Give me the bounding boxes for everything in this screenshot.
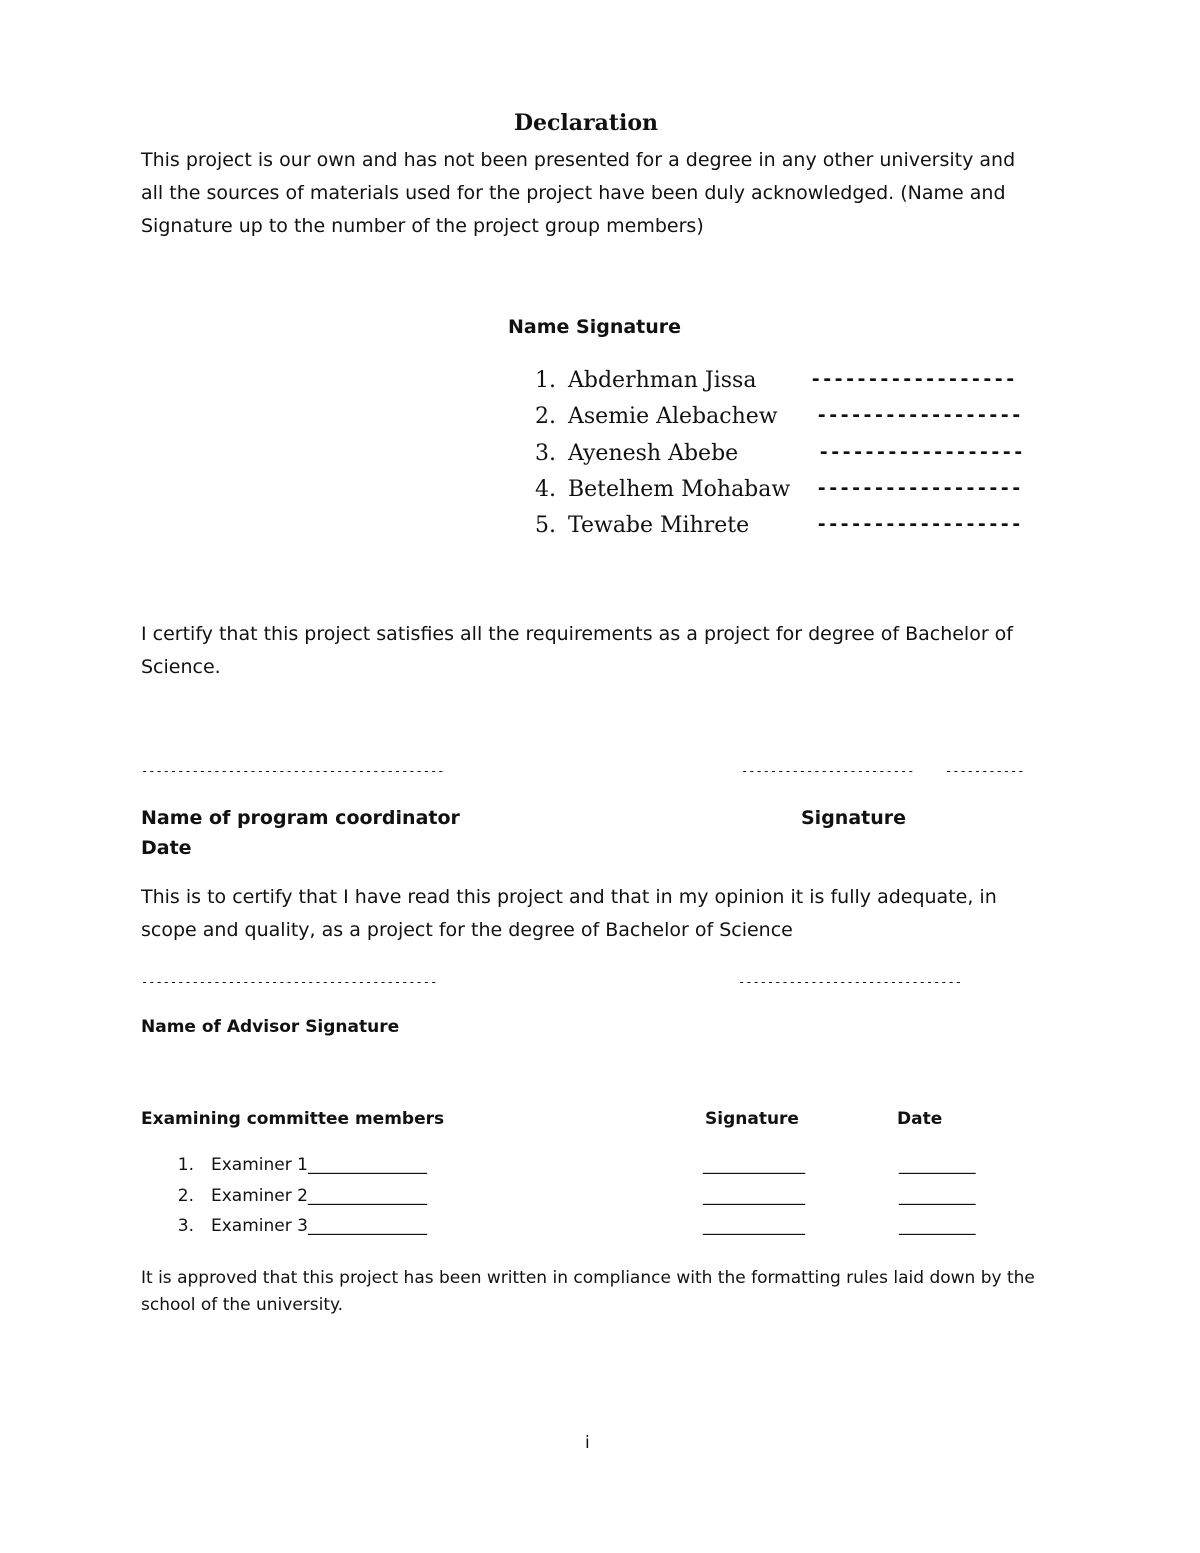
member-number: 2. xyxy=(535,404,556,430)
coordinator-name-line: ------------------------------------------ xyxy=(141,764,445,778)
coordinator-date-label: Date xyxy=(141,837,192,859)
examiner-label: Examiner 1______________ xyxy=(211,1155,427,1175)
member-name: Ayenesh Abebe xyxy=(568,440,739,466)
examiner-signature-line: ____________ xyxy=(703,1216,805,1236)
examiner-label: Examiner 2______________ xyxy=(211,1185,427,1206)
member-name: Asemie Alebachew xyxy=(568,404,778,430)
advisor-label: Name of Advisor Signature xyxy=(141,1017,400,1037)
members-heading: Name Signature xyxy=(508,316,682,338)
examiners-list xyxy=(176,1155,1026,1247)
member-number: 5. xyxy=(535,513,556,539)
list-item xyxy=(176,1186,1026,1217)
advisor-signature-line: ------------------------------- xyxy=(738,975,962,989)
member-name: Tewabe Mihrete xyxy=(568,513,750,539)
coordinator-date-line: ----------- xyxy=(945,764,1025,778)
committee-date-heading: Date xyxy=(897,1109,943,1129)
member-signature-line: ------------------ xyxy=(816,404,1022,427)
advisor-certify-paragraph: This is to certify that I have read this project and that in my opinion it is fully adequate, in scope and quality, as a project for the degree of Bachelor of Science xyxy=(141,886,997,941)
list-item xyxy=(176,1155,1026,1186)
advisor-name-line: ----------------------------------------- xyxy=(141,975,438,989)
coordinator-name-label: Name of program coordinator xyxy=(141,807,460,829)
examiner-date-line: _________ xyxy=(899,1216,976,1236)
member-signature-line: ------------------ xyxy=(810,368,1016,390)
committee-heading: Examining committee members xyxy=(141,1109,445,1129)
member-name: Abderhman Jissa xyxy=(568,368,757,393)
examiner-number: 2. xyxy=(177,1185,194,1206)
member-number: 1. xyxy=(535,368,556,393)
examiner-date-line: _________ xyxy=(899,1155,976,1175)
member-signature-line: ------------------ xyxy=(818,440,1024,463)
examiner-signature-line: ____________ xyxy=(703,1185,805,1206)
coordinator-signature-line: ------------------------ xyxy=(741,764,915,778)
member-name: Betelhem Mohabaw xyxy=(568,476,791,502)
member-signature-line: ------------------ xyxy=(816,513,1022,536)
examiner-label: Examiner 3______________ xyxy=(211,1216,427,1236)
examiner-date-line: _________ xyxy=(899,1185,976,1206)
list-item xyxy=(176,1216,1026,1247)
examiner-number: 1. xyxy=(177,1155,194,1175)
certify-paragraph: I certify that this project satisfies all the requirements as a project for degree of Bachelor of Science. xyxy=(141,623,1013,678)
examiner-signature-line: ____________ xyxy=(703,1155,805,1175)
committee-signature-heading: Signature xyxy=(705,1109,799,1129)
examiner-number: 3. xyxy=(177,1216,194,1236)
approval-paragraph: It is approved that this project has been written in compliance with the formatting rules laid down by the school of the university. xyxy=(141,1268,1035,1315)
declaration-paragraph: This project is our own and has not been presented for a degree in any other university and all the sources of materials used for the project have been duly acknowledged. (Name and Signature up to the number of the project group members) xyxy=(141,149,1016,237)
coordinator-signature-label: Signature xyxy=(801,807,907,829)
member-number: 3. xyxy=(535,440,556,466)
page-number: i xyxy=(585,1433,590,1453)
member-signature-line: ------------------ xyxy=(816,476,1022,499)
page-title: Declaration xyxy=(513,110,659,136)
member-number: 4. xyxy=(535,476,556,502)
